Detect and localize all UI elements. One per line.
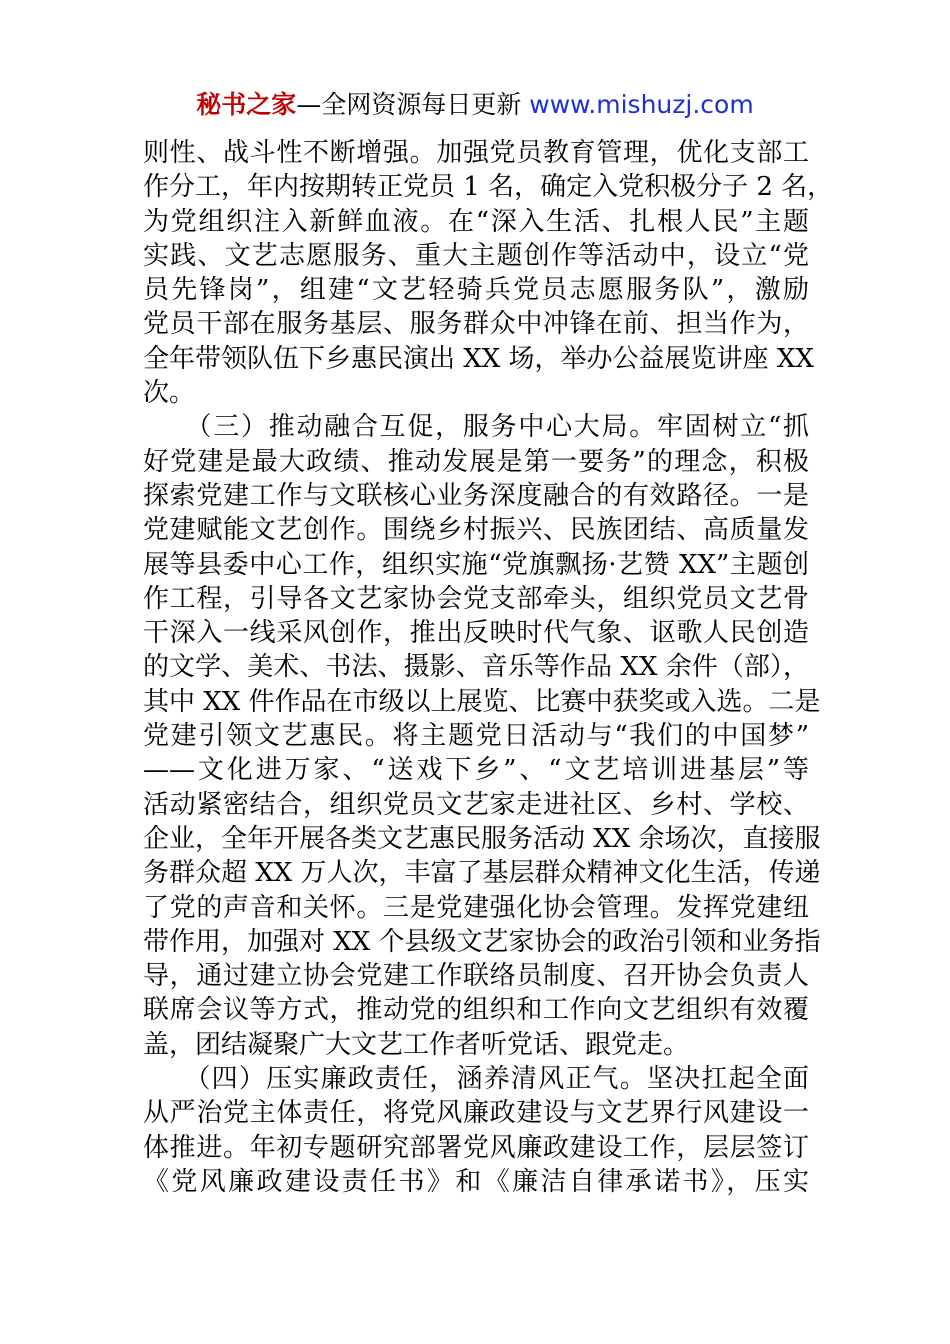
text-line: 导，通过建立协会党建工作联络员制度、召开协会负责人: [143, 961, 809, 992]
text-line: 党建赋能文艺创作。围绕乡村振兴、民族团结、高质量发: [143, 515, 809, 546]
text-line: 实践、文艺志愿服务、重大主题创作等活动中，设立“党: [143, 240, 809, 271]
text-line: 探索党建工作与文联核心业务深度融合的有效路径。一是: [143, 480, 809, 511]
text-line: 干深入一线采风创作，推出反映时代气象、讴歌人民创造: [143, 618, 809, 649]
text-line: 展等县委中心工作，组织实施“党旗飘扬·艺赞 XX”主题创: [143, 549, 809, 580]
text-line: 次。: [143, 378, 196, 409]
body-text: [143, 136, 834, 1199]
text-line: 全年带领队伍下乡惠民演出 XX 场，举办公益展览讲座 XX: [143, 343, 814, 374]
text-line: 的文学、美术、书法、摄影、音乐等作品 XX 余件（部），: [143, 652, 809, 683]
text-line: 了党的声音和关怀。三是党建强化协会管理。发挥党建纽: [143, 892, 809, 923]
text-line: ——文化进万家、“送戏下乡”、“文艺培训进基层”等: [143, 755, 809, 786]
text-line: 活动紧密结合，组织党员文艺家走进社区、乡村、学校、: [143, 789, 809, 820]
text-line: 为党组织注入新鲜血液。在“深入生活、扎根人民”主题: [143, 206, 809, 237]
text-line: （三）推动融合互促，服务中心大局。牢固树立“抓: [143, 412, 809, 443]
text-line: 作分工，年内按期转正党员 1 名，确定入党积极分子 2 名，: [143, 172, 834, 203]
text-line: 务群众超 XX 万人次，丰富了基层群众精神文化生活，传递: [143, 858, 821, 889]
text-line: 从严治党主体责任，将党风廉政建设与文艺界行风建设一: [143, 1098, 809, 1129]
text-line: 企业，全年开展各类文艺惠民服务活动 XX 余场次，直接服: [143, 823, 821, 854]
text-line: 党建引领文艺惠民。将主题党日活动与“我们的中国梦”: [143, 721, 809, 752]
text-line: 《党风廉政建设责任书》和《廉洁自律承诺书》，压实: [143, 1166, 809, 1197]
text-line: 员先锋岗”，组建“文艺轻骑兵党员志愿服务队”，激励: [143, 275, 809, 306]
text-line: 联席会议等方式，推动党的组织和工作向文艺组织有效覆: [143, 995, 809, 1026]
page-header: [0, 88, 950, 122]
text-line: 好党建是最大政绩、推动发展是第一要务”的理念，积极: [143, 446, 809, 477]
text-line: 作工程，引导各文艺家协会党支部牵头，组织党员文艺骨: [143, 583, 809, 614]
header-url-link[interactable]: www.mishuzj.com: [529, 90, 754, 119]
text-line: （四）压实廉政责任，涵养清风正气。坚决扛起全面: [143, 1064, 809, 1095]
text-line: 盖，团结凝聚广大文艺工作者听党话、跟党走。: [143, 1029, 690, 1060]
text-line: 带作用，加强对 XX 个县级文艺家协会的政治引领和业务指: [143, 926, 821, 957]
header-slogan: —全网资源每日更新: [296, 90, 530, 119]
text-line: 其中 XX 件作品在市级以上展览、比赛中获奖或入选。二是: [143, 686, 821, 717]
text-line: 党员干部在服务基层、服务群众中冲锋在前、担当作为，: [143, 309, 809, 340]
text-line: 体推进。年初专题研究部署党风廉政建设工作，层层签订: [143, 1132, 809, 1163]
header-brand: 秘书之家: [196, 90, 297, 119]
text-line: 则性、战斗性不断增强。加强党员教育管理，优化支部工: [143, 138, 809, 168]
